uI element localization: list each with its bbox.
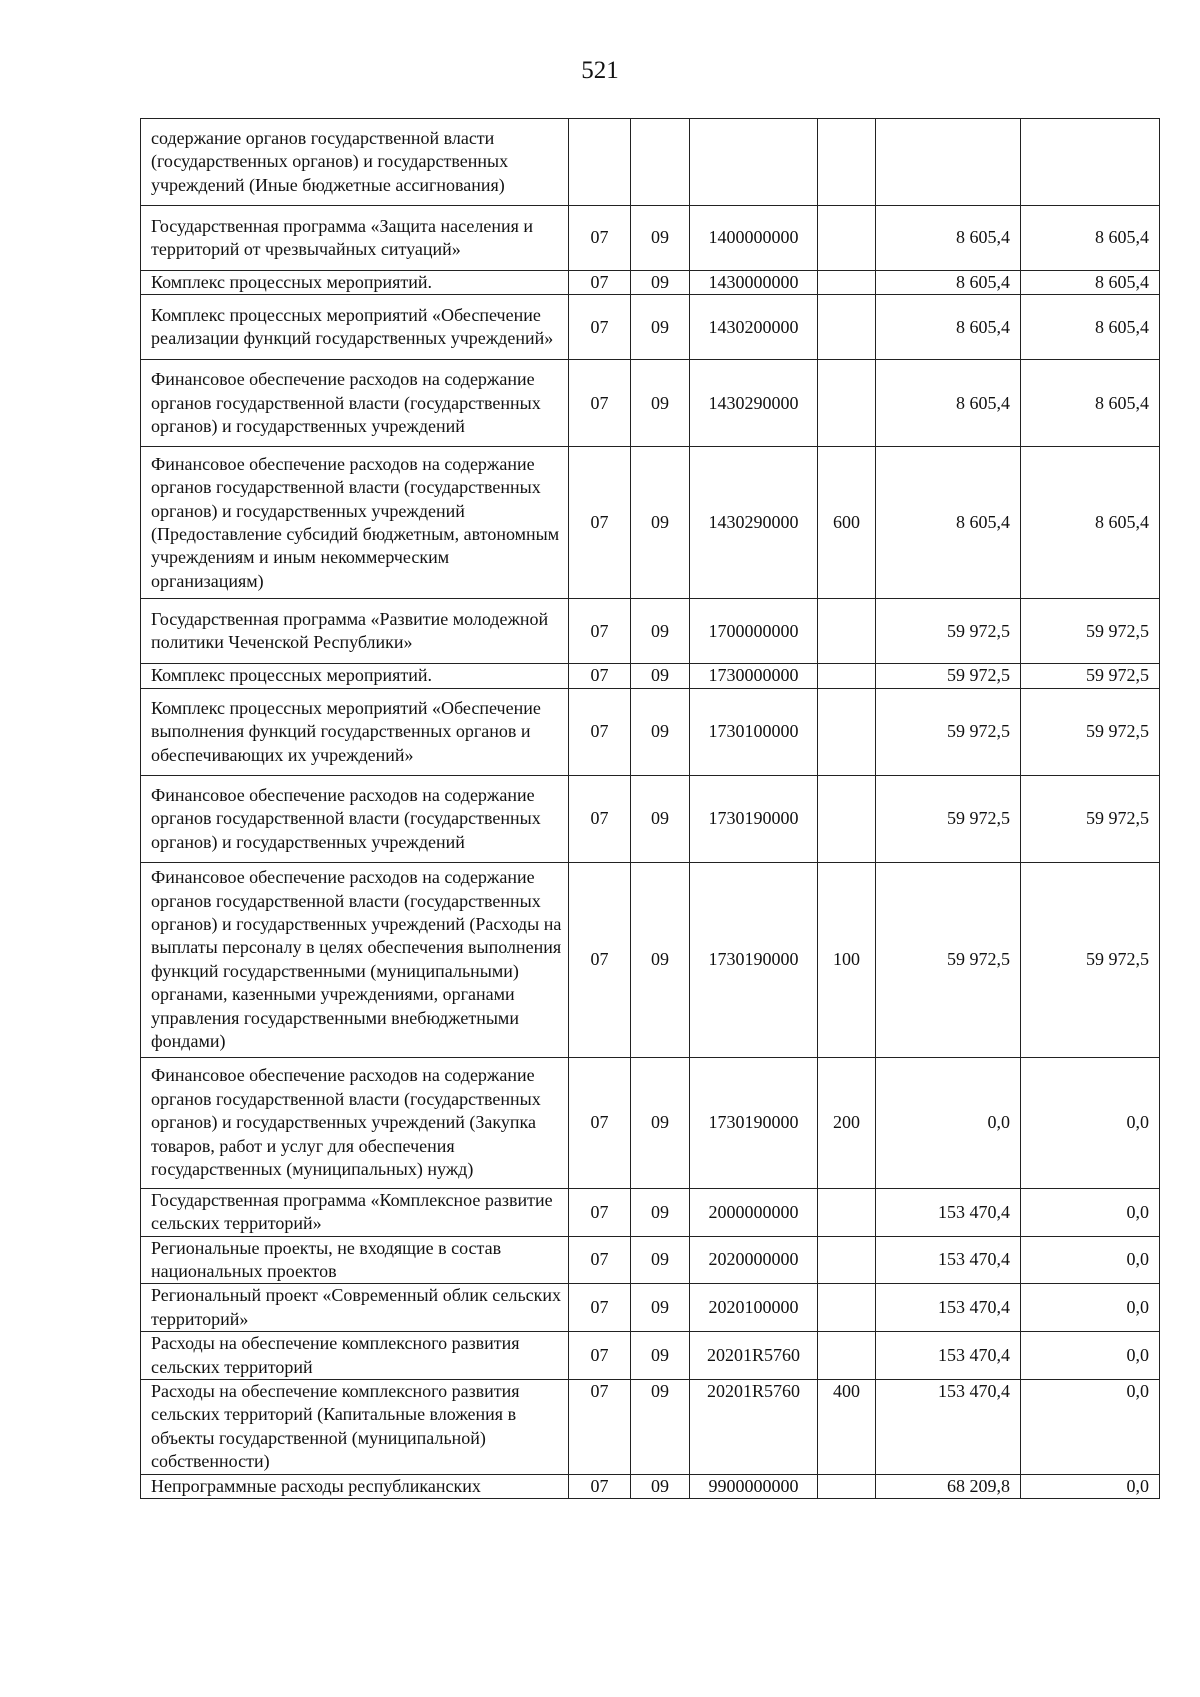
table-row	[141, 360, 1160, 447]
table-row	[141, 447, 1160, 599]
row-target-article-cell: 1730100000	[690, 688, 818, 775]
row-subsection-cell: 09	[631, 1057, 690, 1188]
row-target-article-cell: 1430290000	[690, 360, 818, 447]
row-section-cell: 07	[569, 862, 631, 1057]
row-name-cell: Государственная программа «Развитие молодежной политики Чеченской Республики»	[141, 599, 569, 664]
row-name-cell: Региональные проекты, не входящие в состав национальных проектов	[141, 1236, 569, 1284]
row-target-article-cell	[690, 119, 818, 206]
row-target-article-cell: 20201R5760	[690, 1332, 818, 1380]
row-subsection-cell: 09	[631, 688, 690, 775]
table-row	[141, 206, 1160, 271]
row-amount-1-cell: 59 972,5	[876, 688, 1021, 775]
row-amount-2-cell: 0,0	[1021, 1332, 1160, 1380]
row-amount-1-cell: 8 605,4	[876, 206, 1021, 271]
row-name-cell: Финансовое обеспечение расходов на содержание органов государственной власти (государственных органов) и государственных учреждений (Предоставление субсидий бюджетным, автономным учреждениям и иным некоммерческим организациям)	[141, 447, 569, 599]
row-section-cell	[569, 119, 631, 206]
row-expense-type-cell	[818, 119, 876, 206]
table-row	[141, 295, 1160, 360]
row-target-article-cell: 1400000000	[690, 206, 818, 271]
row-expense-type-cell	[818, 1188, 876, 1236]
row-expense-type-cell	[818, 1474, 876, 1498]
row-target-article-cell: 1730000000	[690, 664, 818, 688]
row-section-cell: 07	[569, 1236, 631, 1284]
row-amount-2-cell: 59 972,5	[1021, 862, 1160, 1057]
table-row	[141, 1474, 1160, 1498]
row-target-article-cell: 1430200000	[690, 295, 818, 360]
row-section-cell: 07	[569, 360, 631, 447]
row-name-cell: Государственная программа «Комплексное развитие сельских территорий»	[141, 1188, 569, 1236]
row-expense-type-cell: 600	[818, 447, 876, 599]
table-row	[141, 664, 1160, 688]
row-expense-type-cell	[818, 1284, 876, 1332]
row-section-cell: 07	[569, 599, 631, 664]
row-amount-2-cell: 59 972,5	[1021, 599, 1160, 664]
row-amount-1-cell: 153 470,4	[876, 1332, 1021, 1380]
budget-table	[140, 118, 1160, 1499]
row-subsection-cell: 09	[631, 447, 690, 599]
table-row	[141, 1284, 1160, 1332]
row-section-cell: 07	[569, 688, 631, 775]
row-subsection-cell: 09	[631, 295, 690, 360]
row-subsection-cell: 09	[631, 664, 690, 688]
row-name-cell: Комплекс процессных мероприятий.	[141, 271, 569, 295]
table-row	[141, 599, 1160, 664]
row-amount-1-cell: 8 605,4	[876, 295, 1021, 360]
row-amount-2-cell: 59 972,5	[1021, 688, 1160, 775]
row-section-cell: 07	[569, 447, 631, 599]
row-subsection-cell: 09	[631, 1284, 690, 1332]
row-amount-1-cell: 59 972,5	[876, 775, 1021, 862]
row-target-article-cell: 2000000000	[690, 1188, 818, 1236]
row-name-cell: Комплекс процессных мероприятий «Обеспечение выполнения функций государственных органов и обеспечивающих их учреждений»	[141, 688, 569, 775]
row-expense-type-cell: 400	[818, 1380, 876, 1475]
row-target-article-cell: 2020000000	[690, 1236, 818, 1284]
page-number: 521	[581, 57, 619, 84]
row-expense-type-cell: 100	[818, 862, 876, 1057]
row-amount-2-cell: 0,0	[1021, 1057, 1160, 1188]
row-amount-1-cell: 68 209,8	[876, 1474, 1021, 1498]
row-amount-1-cell: 8 605,4	[876, 447, 1021, 599]
row-name-cell: Государственная программа «Защита населения и территорий от чрезвычайных ситуаций»	[141, 206, 569, 271]
row-subsection-cell: 09	[631, 862, 690, 1057]
row-expense-type-cell	[818, 360, 876, 447]
table-row	[141, 688, 1160, 775]
table-row	[141, 1236, 1160, 1284]
row-target-article-cell: 1730190000	[690, 775, 818, 862]
table-row	[141, 1057, 1160, 1188]
row-expense-type-cell	[818, 271, 876, 295]
row-section-cell: 07	[569, 1284, 631, 1332]
row-amount-1-cell	[876, 119, 1021, 206]
row-amount-1-cell: 59 972,5	[876, 664, 1021, 688]
row-target-article-cell: 1700000000	[690, 599, 818, 664]
row-amount-1-cell: 59 972,5	[876, 599, 1021, 664]
row-amount-2-cell: 0,0	[1021, 1236, 1160, 1284]
row-subsection-cell: 09	[631, 1380, 690, 1475]
row-amount-2-cell: 0,0	[1021, 1380, 1160, 1475]
row-subsection-cell: 09	[631, 206, 690, 271]
row-target-article-cell: 2020100000	[690, 1284, 818, 1332]
table-row	[141, 775, 1160, 862]
row-expense-type-cell	[818, 1236, 876, 1284]
row-amount-2-cell: 0,0	[1021, 1188, 1160, 1236]
row-amount-2-cell: 8 605,4	[1021, 360, 1160, 447]
row-expense-type-cell	[818, 1332, 876, 1380]
row-section-cell: 07	[569, 206, 631, 271]
row-subsection-cell: 09	[631, 1332, 690, 1380]
row-amount-1-cell: 153 470,4	[876, 1188, 1021, 1236]
row-section-cell: 07	[569, 1188, 631, 1236]
table-row	[141, 862, 1160, 1057]
row-amount-1-cell: 8 605,4	[876, 271, 1021, 295]
row-section-cell: 07	[569, 1474, 631, 1498]
row-expense-type-cell	[818, 295, 876, 360]
table-row	[141, 271, 1160, 295]
row-target-article-cell: 1730190000	[690, 862, 818, 1057]
row-amount-1-cell: 153 470,4	[876, 1284, 1021, 1332]
row-target-article-cell: 9900000000	[690, 1474, 818, 1498]
table-body	[141, 119, 1160, 1499]
row-amount-1-cell: 0,0	[876, 1057, 1021, 1188]
row-target-article-cell: 1430000000	[690, 271, 818, 295]
row-subsection-cell: 09	[631, 271, 690, 295]
row-subsection-cell: 09	[631, 1188, 690, 1236]
row-amount-2-cell: 0,0	[1021, 1474, 1160, 1498]
table-row	[141, 1188, 1160, 1236]
row-section-cell: 07	[569, 1332, 631, 1380]
row-name-cell: Комплекс процессных мероприятий «Обеспечение реализации функций государственных учреждений»	[141, 295, 569, 360]
row-subsection-cell: 09	[631, 599, 690, 664]
row-amount-2-cell: 8 605,4	[1021, 447, 1160, 599]
row-name-cell: Расходы на обеспечение комплексного развития сельских территорий (Капитальные вложения в объекты государственной (муниципальной) собственности)	[141, 1380, 569, 1475]
row-name-cell: Финансовое обеспечение расходов на содержание органов государственной власти (государственных органов) и государственных учреждений (Расходы на выплаты персоналу в целях обеспечения выполнения функций государственными (муниципальными) органами, казенными учреждениями, органами управления государственными внебюджетными фондами)	[141, 862, 569, 1057]
row-subsection-cell	[631, 119, 690, 206]
row-section-cell: 07	[569, 295, 631, 360]
row-name-cell: Непрограммные расходы республиканских	[141, 1474, 569, 1498]
row-amount-2-cell: 59 972,5	[1021, 775, 1160, 862]
row-section-cell: 07	[569, 271, 631, 295]
row-amount-1-cell: 59 972,5	[876, 862, 1021, 1057]
row-amount-1-cell: 153 470,4	[876, 1380, 1021, 1475]
row-expense-type-cell	[818, 206, 876, 271]
row-expense-type-cell	[818, 664, 876, 688]
row-amount-1-cell: 8 605,4	[876, 360, 1021, 447]
row-subsection-cell: 09	[631, 1474, 690, 1498]
table-row	[141, 1380, 1160, 1475]
row-amount-2-cell: 59 972,5	[1021, 664, 1160, 688]
row-target-article-cell: 1430290000	[690, 447, 818, 599]
row-name-cell: Расходы на обеспечение комплексного развития сельских территорий	[141, 1332, 569, 1380]
row-section-cell: 07	[569, 1057, 631, 1188]
row-section-cell: 07	[569, 1380, 631, 1475]
row-subsection-cell: 09	[631, 1236, 690, 1284]
row-section-cell: 07	[569, 775, 631, 862]
row-expense-type-cell	[818, 775, 876, 862]
table-row	[141, 1332, 1160, 1380]
row-amount-2-cell: 8 605,4	[1021, 206, 1160, 271]
row-subsection-cell: 09	[631, 360, 690, 447]
row-name-cell: Финансовое обеспечение расходов на содержание органов государственной власти (государственных органов) и государственных учреждений	[141, 775, 569, 862]
row-amount-2-cell: 0,0	[1021, 1284, 1160, 1332]
row-name-cell: Финансовое обеспечение расходов на содержание органов государственной власти (государственных органов) и государственных учреждений	[141, 360, 569, 447]
row-amount-2-cell: 8 605,4	[1021, 271, 1160, 295]
row-target-article-cell: 1730190000	[690, 1057, 818, 1188]
row-section-cell: 07	[569, 664, 631, 688]
row-expense-type-cell	[818, 688, 876, 775]
row-name-cell: содержание органов государственной власти (государственных органов) и государственных учреждений (Иные бюджетные ассигнования)	[141, 119, 569, 206]
row-name-cell: Комплекс процессных мероприятий.	[141, 664, 569, 688]
row-amount-2-cell	[1021, 119, 1160, 206]
row-amount-1-cell: 153 470,4	[876, 1236, 1021, 1284]
row-target-article-cell: 20201R5760	[690, 1380, 818, 1475]
row-name-cell: Региональный проект «Современный облик сельских территорий»	[141, 1284, 569, 1332]
row-subsection-cell: 09	[631, 775, 690, 862]
table-row	[141, 119, 1160, 206]
row-expense-type-cell	[818, 599, 876, 664]
row-expense-type-cell: 200	[818, 1057, 876, 1188]
row-name-cell: Финансовое обеспечение расходов на содержание органов государственной власти (государственных органов) и государственных учреждений (Закупка товаров, работ и услуг для обеспечения государственных (муниципальных) нужд)	[141, 1057, 569, 1188]
row-amount-2-cell: 8 605,4	[1021, 295, 1160, 360]
